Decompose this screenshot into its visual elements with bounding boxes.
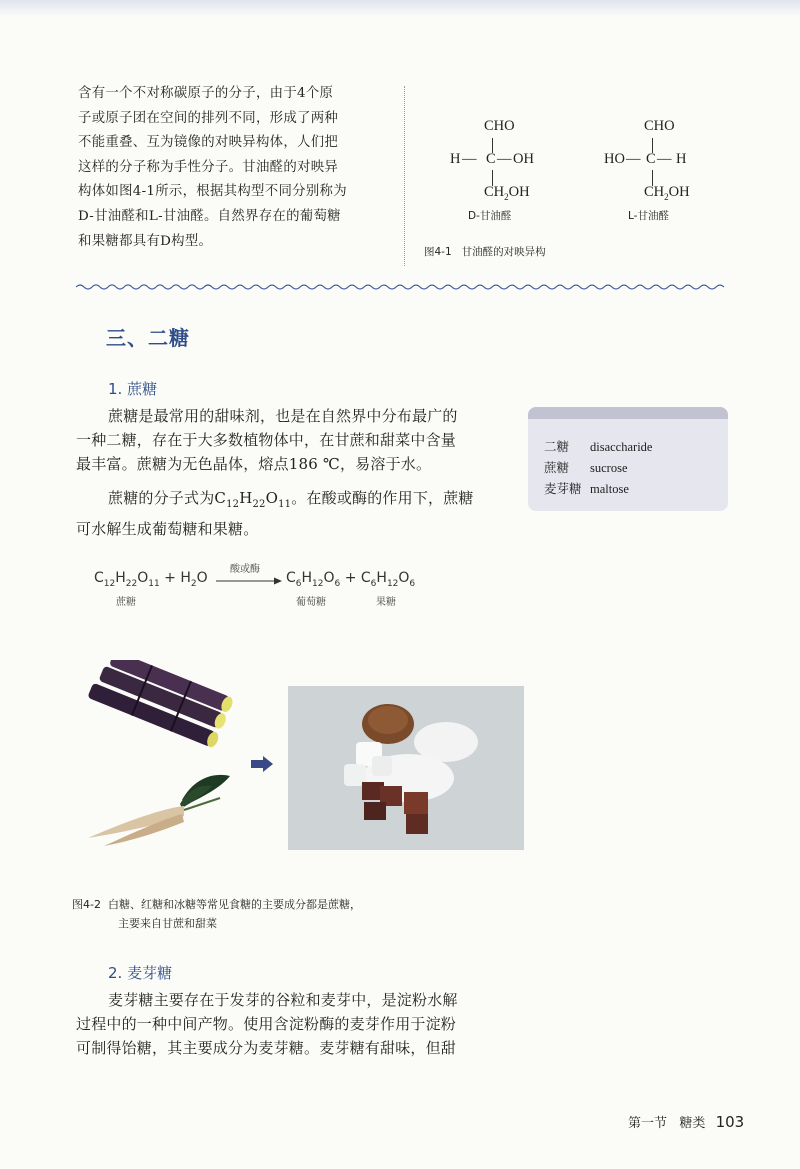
maltose-paragraph — [76, 988, 458, 1060]
product-label-fructose: 果糖 — [376, 597, 396, 608]
l-center-atom: C — [646, 151, 656, 167]
glossary-box — [528, 407, 728, 511]
subheading-sucrose: 1. 蔗糖 — [108, 380, 158, 398]
figure-4-1-caption — [424, 244, 546, 259]
sucrose-paragraph-2 — [76, 486, 474, 541]
text-line: 可制得饴糖，其主要成分为麦芽糖。麦芽糖有甜味，但甜 — [76, 1039, 457, 1057]
intro-line: 和果糖都具有D构型。 — [78, 233, 213, 249]
caption-line: 图4-2 白糖、红糖和冰糖等常见食糖的主要成分都是蔗糖， — [72, 898, 361, 911]
d-right-group: OH — [513, 151, 534, 167]
reactant-sucrose-formula: $C_{12}H_{22}O_{11} + H_2O$ — [94, 570, 208, 589]
figure-4-2-caption — [72, 895, 361, 933]
page-number: 103 — [715, 1113, 745, 1131]
glossary-header-bar — [528, 407, 728, 419]
footer-section: 第一节 — [628, 1116, 668, 1131]
figure-4-2-number: 图4-2 — [72, 898, 101, 911]
sucrose-paragraph-1 — [76, 404, 458, 476]
d-glyceraldehyde-structure — [448, 118, 568, 228]
l-top-group: CHO — [644, 118, 675, 134]
d-isomer-label: D-甘油醛 — [468, 210, 512, 222]
text-line: 蔗糖是最常用的甜味剂，也是在自然界中分布最广的 — [108, 407, 458, 425]
l-isomer-label: L-甘油醛 — [628, 210, 669, 222]
glossary-row: 蔗糖 sucrose — [544, 461, 628, 475]
text-line: 可水解生成葡萄糖和果糖。 — [76, 520, 259, 538]
sugar-piles-illustration — [288, 686, 524, 850]
intro-paragraph — [78, 82, 400, 254]
intro-line: 构体如图4-1所示，根据其构型不同分别称为 — [78, 184, 347, 200]
reaction-arrow — [216, 576, 282, 586]
l-right-bond: — — [657, 151, 672, 167]
d-top-group: CHO — [484, 118, 515, 134]
reaction-condition: 酸或酶 — [230, 564, 260, 575]
text-line: 一种二糖，存在于大多数植物体中，在甘蔗和甜菜中含量 — [76, 431, 457, 449]
d-right-bond: — — [497, 151, 512, 167]
d-bottom-group: $CH_2OH$ — [484, 184, 530, 202]
glossary-row: 麦芽糖 maltose — [544, 482, 629, 496]
l-glyceraldehyde-structure — [604, 118, 724, 228]
l-left-bond: — — [626, 151, 641, 167]
sugar-beet-image — [84, 770, 234, 850]
intro-line: 这样的分子称为手性分子。甘油醛的对映异 — [78, 159, 339, 175]
text-line: 最丰富。蔗糖为无色晶体，熔点186 ℃，易溶于水。 — [76, 455, 432, 473]
caption-line: 主要来自甘蔗和甜菜 — [118, 917, 217, 930]
subheading-maltose: 2. 麦芽糖 — [108, 964, 173, 982]
sugar-types-photo — [288, 686, 524, 850]
intro-line: 不能重叠、互为镜像的对映异构体，人们把 — [78, 135, 339, 151]
d-left-bond: — — [462, 151, 477, 167]
intro-line: 子或原子团在空间的排列不同，形成了两种 — [78, 110, 339, 126]
top-shade — [0, 0, 800, 16]
wavy-divider — [76, 282, 728, 292]
sugarcane-image — [86, 660, 236, 760]
d-left-group: H — [450, 151, 461, 167]
l-bottom-group: $CH_2OH$ — [644, 184, 690, 202]
hydrolysis-equation — [94, 560, 434, 610]
d-center-atom: C — [486, 151, 496, 167]
product-formulas: $C_6H_{12}O_6 + C_6H_{12}O_6$ — [286, 570, 416, 589]
intro-line: D-甘油醛和L-甘油醛。自然界存在的葡萄糖 — [78, 208, 341, 224]
right-arrow-icon — [251, 756, 273, 772]
product-label-glucose: 葡萄糖 — [296, 597, 326, 608]
footer-topic: 糖类 — [679, 1116, 706, 1131]
text-line: 麦芽糖主要存在于发芽的谷粒和麦芽中，是淀粉水解 — [108, 991, 458, 1009]
l-right-group: H — [676, 151, 687, 167]
l-left-group: HO — [604, 151, 625, 167]
text-line: 蔗糖的分子式为$C_{12}H_{22}O_{11}$。在酸或酶的作用下，蔗糖 — [108, 489, 474, 510]
column-divider — [404, 86, 405, 266]
intro-line: 含有一个不对称碳原子的分子，由于4个原 — [78, 86, 334, 101]
figure-4-1-number: 图4-1 — [424, 246, 452, 258]
section-heading-disaccharides: 三、二糖 — [106, 326, 190, 350]
figure-4-1-text: 甘油醛的对映异构 — [461, 246, 546, 258]
reactant-label-sucrose: 蔗糖 — [116, 597, 136, 608]
glossary-row: 二糖 disaccharide — [544, 440, 653, 454]
text-line: 过程中的一种中间产物。使用含淀粉酶的麦芽作用于淀粉 — [76, 1015, 457, 1033]
page-footer — [628, 1112, 744, 1131]
